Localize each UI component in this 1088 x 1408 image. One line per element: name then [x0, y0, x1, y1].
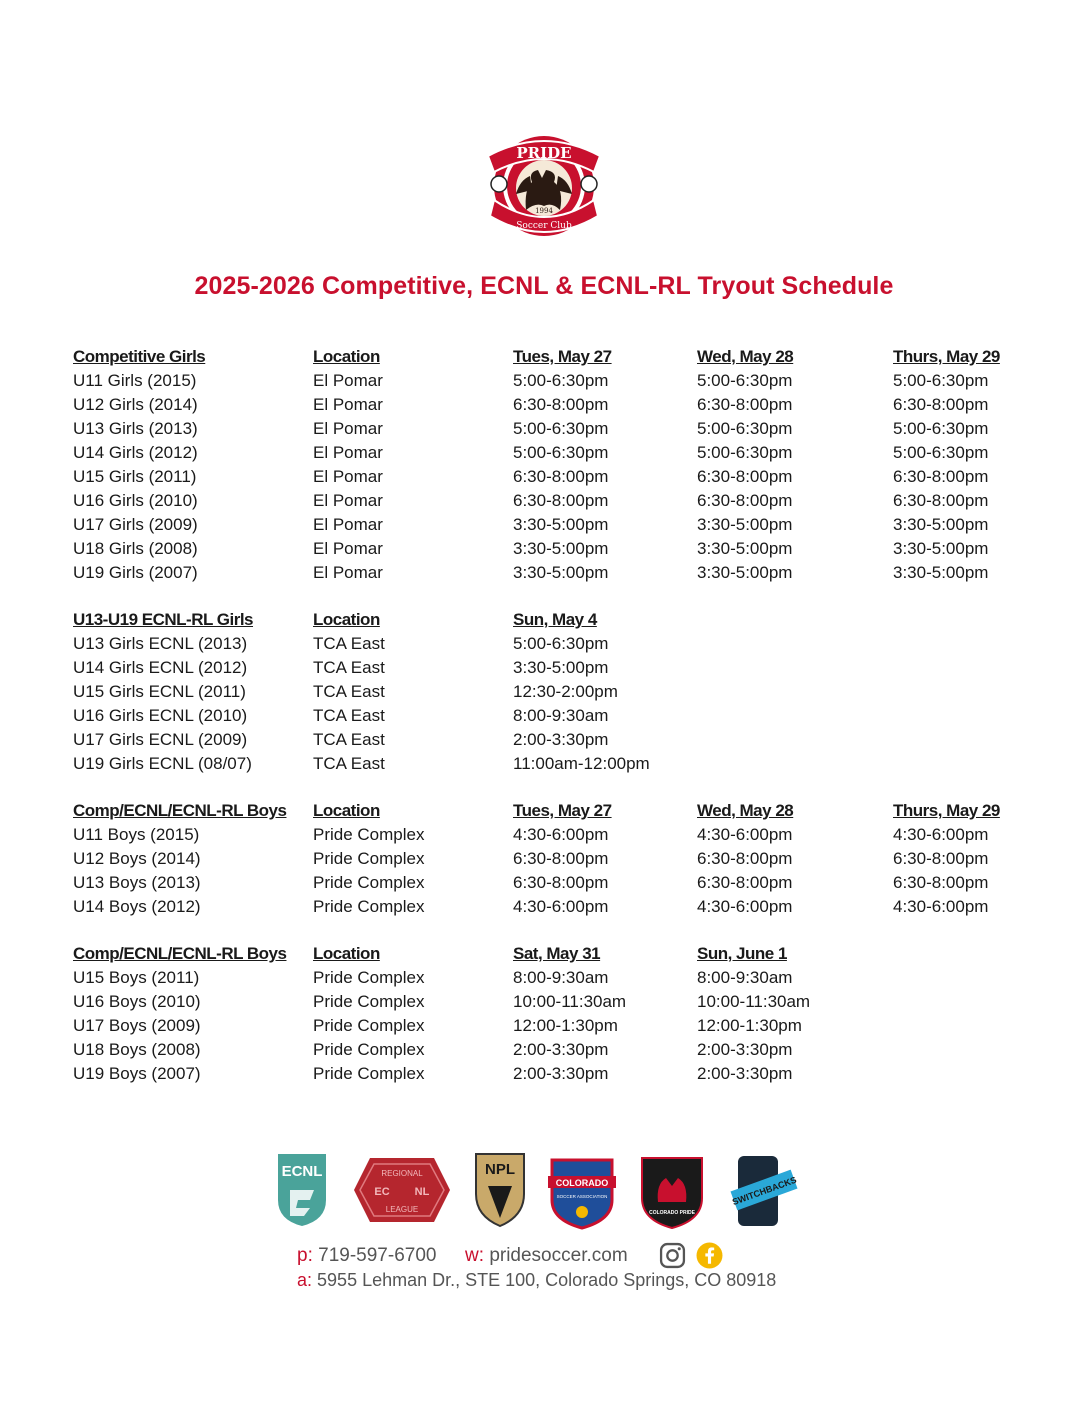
- table-cell: 10:00-11:30am: [513, 992, 627, 1011]
- table-cell: TCA East: [313, 706, 385, 725]
- contact-line: [297, 1245, 628, 1267]
- column-header: Comp/ECNL/ECNL-RL Boys: [73, 801, 287, 820]
- table-cell: Pride Complex: [313, 825, 425, 844]
- table-cell: 3:30-5:00pm: [697, 563, 793, 582]
- svg-text:ECNL: ECNL: [281, 1163, 323, 1180]
- table-row: [73, 990, 1033, 1014]
- table-cell: 3:30-5:00pm: [513, 563, 609, 582]
- table-cell: 5:00-6:30pm: [513, 634, 609, 653]
- table-cell: El Pomar: [313, 515, 383, 534]
- table-cell: 3:30-5:00pm: [697, 539, 793, 558]
- table-cell: 5:00-6:30pm: [697, 371, 793, 390]
- table-cell: 11:00am-12:00pm: [513, 754, 650, 773]
- table-row: [73, 656, 1033, 680]
- table-cell: 2:00-3:30pm: [513, 1040, 609, 1059]
- phone-number[interactable]: 719-597-6700: [318, 1245, 437, 1266]
- table-cell: 3:30-5:00pm: [513, 539, 609, 558]
- table-cell: Pride Complex: [313, 1040, 425, 1059]
- table-cell: [697, 680, 893, 704]
- address-text: 5955 Lehman Dr., STE 100, Colorado Springs, CO 80918: [317, 1270, 777, 1290]
- table-cell: U15 Girls ECNL (2011): [73, 682, 246, 701]
- table-cell: U12 Boys (2014): [73, 849, 201, 868]
- table-cell: U12 Girls (2014): [73, 395, 198, 414]
- ecnl-logo: [278, 1154, 326, 1226]
- table-cell: 3:30-5:00pm: [893, 515, 989, 534]
- table-row: [73, 465, 1033, 489]
- column-header: Location: [313, 801, 380, 820]
- boys-weekday-table: [73, 799, 1033, 919]
- table-cell: 4:30-6:00pm: [697, 825, 793, 844]
- logo-bottom-text: Soccer Club: [516, 221, 572, 231]
- table-cell: 6:30-8:00pm: [697, 849, 793, 868]
- table-cell: 6:30-8:00pm: [513, 873, 609, 892]
- table-cell: [697, 752, 893, 776]
- table-row: [73, 966, 1033, 990]
- table-cell: 3:30-5:00pm: [893, 539, 989, 558]
- table-cell: 5:00-6:30pm: [893, 419, 989, 438]
- table-cell: TCA East: [313, 682, 385, 701]
- table-cell: 6:30-8:00pm: [893, 873, 989, 892]
- table-cell: U16 Boys (2010): [73, 992, 201, 1011]
- table-cell: U16 Girls ECNL (2010): [73, 706, 248, 725]
- table-cell: U13 Girls ECNL (2013): [73, 634, 248, 653]
- table-cell: 5:00-6:30pm: [513, 419, 609, 438]
- table-cell: [697, 728, 893, 752]
- svg-text:LEAGUE: LEAGUE: [385, 1205, 419, 1214]
- column-header: Thurs, May 29: [893, 801, 1000, 820]
- table-row: [73, 537, 1033, 561]
- web-label: w:: [465, 1245, 485, 1266]
- table-row: [73, 823, 1033, 847]
- table-cell: El Pomar: [313, 563, 383, 582]
- table-header-row: [73, 799, 1033, 823]
- table-cell: 4:30-6:00pm: [893, 897, 989, 916]
- address-label: a:: [297, 1270, 313, 1290]
- svg-text:COLORADO PRIDE: COLORADO PRIDE: [649, 1210, 695, 1216]
- address-line: [297, 1270, 776, 1291]
- table-cell: U14 Girls ECNL (2012): [73, 658, 248, 677]
- table-row: [73, 871, 1033, 895]
- table-cell: TCA East: [313, 730, 385, 749]
- table-cell: El Pomar: [313, 371, 383, 390]
- table-cell: 3:30-5:00pm: [697, 515, 793, 534]
- table-cell: 4:30-6:00pm: [893, 825, 989, 844]
- table-cell: 12:00-1:30pm: [513, 1016, 618, 1035]
- svg-text:NPL: NPL: [485, 1161, 515, 1178]
- table-cell: [697, 704, 893, 728]
- boys-weekend-table: [73, 942, 1033, 1086]
- svg-text:REGIONAL: REGIONAL: [381, 1169, 423, 1178]
- website-link[interactable]: pridesoccer.com: [489, 1245, 628, 1266]
- table-cell: 4:30-6:00pm: [697, 897, 793, 916]
- table-cell: 4:30-6:00pm: [513, 897, 609, 916]
- table-row: [73, 417, 1033, 441]
- table-cell: [893, 1014, 1033, 1038]
- table-cell: Pride Complex: [313, 873, 425, 892]
- table-cell: U15 Girls (2011): [73, 467, 197, 486]
- table-cell: U13 Boys (2013): [73, 873, 201, 892]
- partner-logos: [270, 1150, 810, 1230]
- table-row: [73, 632, 1033, 656]
- table-row: [73, 513, 1033, 537]
- column-header: Sun, June 1: [697, 944, 787, 963]
- logo-year: 1994: [535, 207, 553, 215]
- table-cell: 6:30-8:00pm: [513, 395, 609, 414]
- table-cell: 6:30-8:00pm: [893, 395, 989, 414]
- column-header: Tues, May 27: [513, 347, 612, 366]
- ecnl-rl-girls-table: [73, 608, 1033, 776]
- table-cell: 3:30-5:00pm: [513, 515, 609, 534]
- table-cell: [893, 632, 1033, 656]
- table-cell: 6:30-8:00pm: [697, 467, 793, 486]
- table-cell: TCA East: [313, 634, 385, 653]
- logo-top-text: PRIDE: [516, 144, 572, 162]
- svg-text:EC: EC: [374, 1186, 390, 1198]
- table-cell: 8:00-9:30am: [513, 968, 609, 987]
- table-cell: 5:00-6:30pm: [697, 443, 793, 462]
- table-row: [73, 847, 1033, 871]
- table-header-row: [73, 942, 1033, 966]
- table-cell: U14 Boys (2012): [73, 897, 201, 916]
- table-cell: 8:00-9:30am: [697, 968, 793, 987]
- table-cell: 6:30-8:00pm: [513, 491, 609, 510]
- colorado-pride-logo: [642, 1158, 702, 1228]
- table-cell: 2:00-3:30pm: [697, 1064, 793, 1083]
- table-cell: TCA East: [313, 658, 385, 677]
- page-title: 2025-2026 Competitive, ECNL & ECNL-RL Tryout Schedule: [194, 272, 894, 300]
- column-header: Thurs, May 29: [893, 347, 1000, 366]
- column-header: Competitive Girls: [73, 347, 206, 366]
- table-cell: U14 Girls (2012): [73, 443, 198, 462]
- column-header: Wed, May 28: [697, 801, 794, 820]
- table-cell: U17 Girls (2009): [73, 515, 198, 534]
- table-cell: 3:30-5:00pm: [513, 658, 609, 677]
- table-row: [73, 393, 1033, 417]
- table-cell: El Pomar: [313, 491, 383, 510]
- table-cell: U19 Girls (2007): [73, 563, 198, 582]
- table-cell: 2:00-3:30pm: [513, 1064, 609, 1083]
- column-header: [893, 608, 1033, 632]
- column-header: U13-U19 ECNL-RL Girls: [73, 610, 254, 629]
- table-cell: Pride Complex: [313, 1064, 425, 1083]
- table-cell: 12:00-1:30pm: [697, 1016, 802, 1035]
- table-row: [73, 680, 1033, 704]
- competitive-girls-table: [73, 345, 1033, 585]
- table-row: [73, 441, 1033, 465]
- table-cell: [697, 656, 893, 680]
- svg-text:SWITCHBACKS: SWITCHBACKS: [730, 1174, 798, 1208]
- column-header: Location: [313, 610, 380, 629]
- column-header: [697, 608, 893, 632]
- table-cell: [893, 990, 1033, 1014]
- table-cell: U19 Boys (2007): [73, 1064, 201, 1083]
- table-cell: U15 Boys (2011): [73, 968, 200, 987]
- column-header: Sun, May 4: [513, 610, 597, 629]
- column-header: Location: [313, 944, 380, 963]
- table-cell: El Pomar: [313, 467, 383, 486]
- table-cell: 6:30-8:00pm: [697, 491, 793, 510]
- facebook-icon[interactable]: [696, 1242, 723, 1269]
- table-cell: U19 Girls ECNL (08/07): [73, 754, 252, 773]
- table-cell: Pride Complex: [313, 968, 425, 987]
- table-cell: Pride Complex: [313, 897, 425, 916]
- table-row: [73, 369, 1033, 393]
- pride-logo: [486, 130, 602, 240]
- table-cell: [697, 632, 893, 656]
- column-header: Tues, May 27: [513, 801, 612, 820]
- svg-text:NL: NL: [414, 1186, 430, 1198]
- table-cell: [893, 656, 1033, 680]
- table-cell: 6:30-8:00pm: [697, 395, 793, 414]
- column-header: [893, 942, 1033, 966]
- table-row: [73, 561, 1033, 585]
- table-cell: [893, 1038, 1033, 1062]
- table-row: [73, 728, 1033, 752]
- npl-logo: [476, 1154, 524, 1226]
- table-cell: Pride Complex: [313, 992, 425, 1011]
- switchbacks-logo: [731, 1156, 798, 1226]
- table-cell: [893, 966, 1033, 990]
- table-cell: 5:00-6:30pm: [513, 443, 609, 462]
- column-header: Sat, May 31: [513, 944, 601, 963]
- table-cell: U18 Boys (2008): [73, 1040, 201, 1059]
- table-cell: [893, 680, 1033, 704]
- table-cell: 6:30-8:00pm: [893, 491, 989, 510]
- colorado-soccer-association-logo: [548, 1160, 616, 1228]
- table-cell: El Pomar: [313, 443, 383, 462]
- table-cell: Pride Complex: [313, 1016, 425, 1035]
- phone-label: p:: [297, 1245, 313, 1266]
- column-header: Wed, May 28: [697, 347, 794, 366]
- table-row: [73, 895, 1033, 919]
- table-cell: 5:00-6:30pm: [513, 371, 609, 390]
- table-cell: 6:30-8:00pm: [513, 467, 609, 486]
- table-cell: TCA East: [313, 754, 385, 773]
- column-header: Location: [313, 347, 380, 366]
- table-cell: 2:00-3:30pm: [697, 1040, 793, 1059]
- table-cell: 4:30-6:00pm: [513, 825, 609, 844]
- table-cell: [893, 704, 1033, 728]
- table-row: [73, 1014, 1033, 1038]
- table-cell: 2:00-3:30pm: [513, 730, 609, 749]
- table-cell: 10:00-11:30am: [697, 992, 811, 1011]
- table-cell: U16 Girls (2010): [73, 491, 198, 510]
- table-cell: 3:30-5:00pm: [893, 563, 989, 582]
- table-cell: El Pomar: [313, 419, 383, 438]
- table-cell: U13 Girls (2013): [73, 419, 198, 438]
- table-row: [73, 1062, 1033, 1086]
- table-row: [73, 1038, 1033, 1062]
- table-cell: 6:30-8:00pm: [697, 873, 793, 892]
- table-cell: U11 Boys (2015): [73, 825, 200, 844]
- svg-text:SOCCER ASSOCIATION: SOCCER ASSOCIATION: [556, 1194, 608, 1199]
- table-row: [73, 704, 1033, 728]
- table-cell: 12:30-2:00pm: [513, 682, 618, 701]
- svg-text:COLORADO: COLORADO: [555, 1178, 609, 1188]
- ecnl-regional-league-logo: [354, 1158, 450, 1222]
- table-cell: Pride Complex: [313, 849, 425, 868]
- table-cell: 8:00-9:30am: [513, 706, 609, 725]
- table-cell: 5:00-6:30pm: [893, 443, 989, 462]
- table-header-row: [73, 608, 1033, 632]
- table-row: [73, 489, 1033, 513]
- table-cell: 6:30-8:00pm: [513, 849, 609, 868]
- table-cell: [893, 1062, 1033, 1086]
- table-cell: [893, 728, 1033, 752]
- table-cell: U18 Girls (2008): [73, 539, 198, 558]
- table-header-row: [73, 345, 1033, 369]
- table-cell: 5:00-6:30pm: [697, 419, 793, 438]
- instagram-icon[interactable]: [659, 1242, 686, 1269]
- table-cell: U17 Girls ECNL (2009): [73, 730, 248, 749]
- table-row: [73, 752, 1033, 776]
- table-cell: El Pomar: [313, 395, 383, 414]
- table-cell: U11 Girls (2015): [73, 371, 197, 390]
- table-cell: 5:00-6:30pm: [893, 371, 989, 390]
- table-cell: 6:30-8:00pm: [893, 849, 989, 868]
- table-cell: [893, 752, 1033, 776]
- table-cell: 6:30-8:00pm: [893, 467, 989, 486]
- table-cell: El Pomar: [313, 539, 383, 558]
- table-cell: U17 Boys (2009): [73, 1016, 201, 1035]
- column-header: Comp/ECNL/ECNL-RL Boys: [73, 944, 287, 963]
